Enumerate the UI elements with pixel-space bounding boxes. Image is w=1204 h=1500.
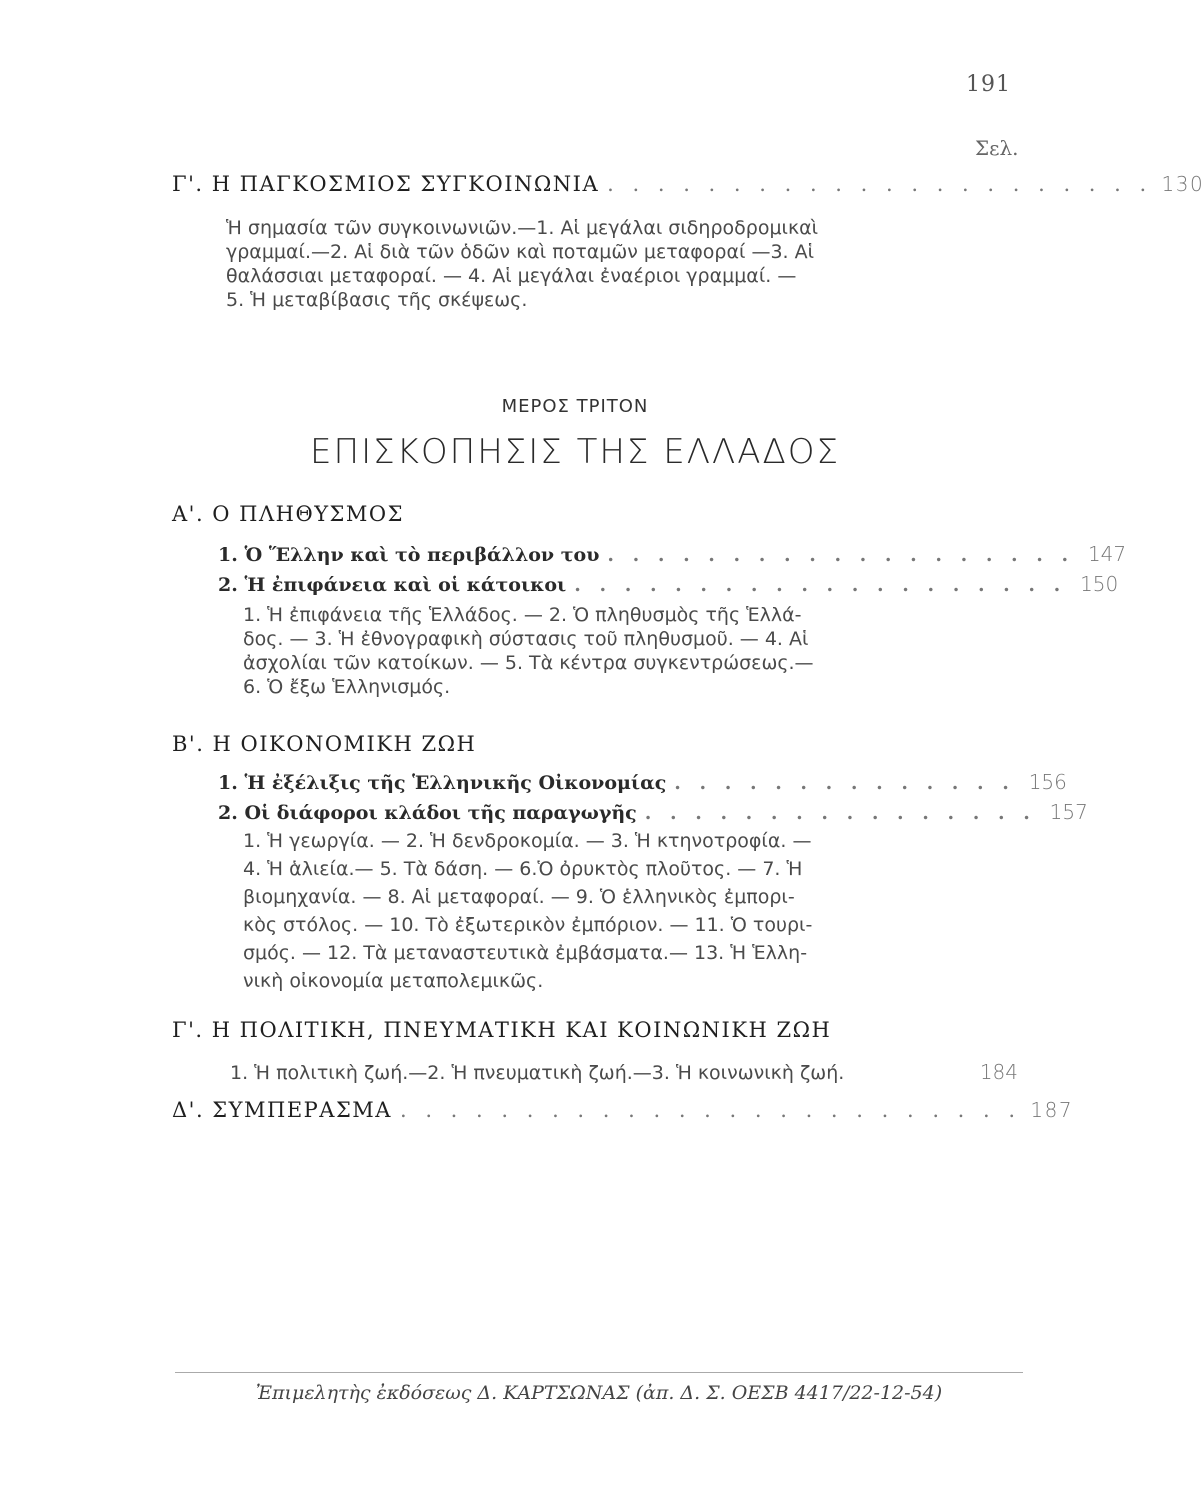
toc-entry xyxy=(218,542,1127,566)
page-ref: 157 xyxy=(1049,800,1088,824)
page-ref: 156 xyxy=(1028,770,1067,794)
summary-line: 6. Ὁ ἔξω Ἑλληνισμός. xyxy=(243,676,451,698)
summary-line: 1. Ἡ ἐπιφάνεια τῆς Ἑλλάδος. — 2. Ὁ πληθυσμὸς τῆς Ἑλλά- xyxy=(243,604,802,626)
section-title-political: Γ'. Η ΠΟΛΙΤΙΚΗ, ΠΝΕΥΜΑΤΙΚΗ ΚΑΙ ΚΟΙΝΩΝΙΚΗ ΖΩΗ xyxy=(172,1018,832,1042)
summary-line: ἀσχολίαι τῶν κατοίκων. — 5. Τὰ κέντρα συγκεντρώσεως.— xyxy=(243,652,814,674)
section-title: Γ'. Η ΠΑΓΚΟΣΜΙΟΣ ΣΥΓΚΟΙΝΩΝΙΑ xyxy=(172,172,600,196)
summary-line: 1. Ἡ γεωργία. — 2. Ἡ δενδροκομία. — 3. Ἡ κτηνοτροφία. — xyxy=(243,830,812,852)
entry-label: 1. Ἡ πολιτικὴ ζωή.—2. Ἡ πνευματικὴ ζωή.—3. Ἡ κοινωνικὴ ζωή. xyxy=(230,1062,845,1084)
footer-credit: Ἐπιμελητὴς ἐκδόσεως Δ. ΚΑΡΤΣΩΝΑΣ (ἀπ. Δ. Σ. ΟΕΣΒ 4417/22-12-54) xyxy=(255,1382,943,1404)
summary-line: 5. Ἡ μεταβίβασις τῆς σκέψεως. xyxy=(226,289,528,311)
summary-line: νικὴ οἰκονομία μεταπολεμικῶς. xyxy=(243,970,544,992)
section-title: Δ'. ΣΥΜΠΕΡΑΣΜΑ xyxy=(172,1098,392,1122)
toc-entry-conclusion xyxy=(172,1098,1074,1122)
page-ref: 150 xyxy=(1080,572,1119,596)
summary-line: σμός. — 12. Τὰ μεταναστευτικὰ ἐμβάσματα.— 13. Ἡ Ἑλλη- xyxy=(243,942,808,964)
footer-rule xyxy=(175,1372,1023,1373)
toc-entry xyxy=(230,1060,1018,1085)
section-title-population: Α'. Ο ΠΛΗΘΥΣΜΟΣ xyxy=(172,502,404,526)
summary-line: θαλάσσιαι μεταφοραί. — 4. Αἱ μεγάλαι ἐναέριοι γραμμαί. — xyxy=(226,265,797,287)
section-title-economy: Β'. Η ΟΙΚΟΝΟΜΙΚΗ ΖΩΗ xyxy=(172,732,477,756)
page-column-label: Σελ. xyxy=(975,136,1019,160)
page-ref: 184 xyxy=(979,1060,1018,1084)
summary-line: Ἡ σημασία τῶν συγκοινωνιῶν.—1. Αἱ μεγάλαι σιδηροδρομικαὶ xyxy=(226,217,819,239)
section-summary xyxy=(226,216,961,312)
entry-label: 1. Ὁ Ἕλλην καὶ τὸ περιβάλλον του xyxy=(218,544,600,566)
leader-dots: . . . . . . . . . . . . . . . . . . . . . . . . . xyxy=(399,1098,1022,1122)
summary-line: κὸς στόλος. — 10. Τὸ ἐξωτερικὸν ἐμπόριον. — 11. Ὁ τουρι- xyxy=(243,914,813,936)
entry-label: 2. Οἱ διάφοροι κλάδοι τῆς παραγωγῆς xyxy=(218,802,637,824)
leader-dots: . . . . . . . . . . . . . . . . . . . xyxy=(607,544,1075,566)
summary-line: γραμμαί.—2. Αἱ διὰ τῶν ὁδῶν καὶ ποταμῶν μεταφοραί —3. Αἱ xyxy=(226,241,815,263)
part-title: ΕΠΙΣΚΟΠΗΣΙΣ ΤΗΣ ΕΛΛΑΔΟΣ xyxy=(310,432,840,472)
part-label: ΜΕΡΟΣ ΤΡΙΤΟΝ xyxy=(501,396,649,417)
leader-dots: . . . . . . . . . . . . . . . . . . . . xyxy=(574,574,1067,596)
entry-label: 1. Ἡ ἐξέλιξις τῆς Ἑλληνικῆς Οἰκονομίας xyxy=(218,772,667,794)
section-summary xyxy=(243,603,963,699)
leader-dots: . . . . . . . . . . . . . . . . . . . . . . xyxy=(607,172,1153,196)
summary-line: βιομηχανία. — 8. Αἱ μεταφοραί. — 9. Ὁ ἑλληνικὸς ἐμπορι- xyxy=(243,886,795,908)
section-summary xyxy=(243,827,963,995)
toc-entry xyxy=(218,800,1088,824)
page-ref: 130 xyxy=(1161,172,1204,196)
leader-dots: . . . . . . . . . . . . . . . . xyxy=(644,802,1036,824)
toc-entry-global-communication xyxy=(172,172,1204,196)
toc-entry xyxy=(218,770,1067,794)
page-ref: 147 xyxy=(1087,542,1127,566)
summary-line: δος. — 3. Ἡ ἐθνογραφικὴ σύστασις τοῦ πληθυσμοῦ. — 4. Αἱ xyxy=(243,628,809,650)
entry-label: 2. Ἡ ἐπιφάνεια καὶ οἱ κάτοικοι xyxy=(218,574,567,596)
summary-line: 4. Ἡ ἁλιεία.— 5. Τὰ δάση. — 6.Ὁ ὀρυκτὸς πλοῦτος. — 7. Ἡ xyxy=(243,858,803,880)
toc-entry xyxy=(218,572,1119,596)
page-ref: 187 xyxy=(1030,1098,1074,1122)
leader-dots: . . . . . . . . . . . . . . xyxy=(674,772,1015,794)
page-number: 191 xyxy=(966,72,1011,97)
